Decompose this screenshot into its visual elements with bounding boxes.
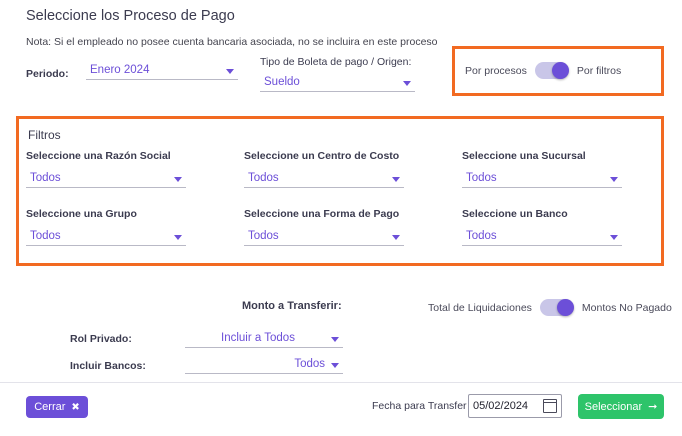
filter-forma-pago: [244, 208, 419, 246]
toggle-knob: [557, 299, 574, 316]
banco-value: Todos: [466, 230, 497, 242]
razon-social-value: Todos: [30, 172, 61, 184]
seleccionar-label: Seleccionar: [584, 400, 643, 413]
filter-razon-social: [26, 150, 201, 188]
filter-banco: [462, 208, 637, 246]
fecha-transfer-label: Fecha para Transfer: [372, 400, 467, 412]
footer-divider: [0, 382, 682, 383]
fecha-transfer-value: 05/02/2024: [473, 400, 529, 412]
filter-label: Seleccione una Grupo: [26, 208, 137, 220]
page-title: Seleccione los Proceso de Pago: [26, 8, 235, 24]
modo-toggle-group: [465, 62, 621, 79]
page-note: Nota: Si el empleado no posee cuenta bancaria asociada, no se incluira en este proceso: [26, 36, 438, 48]
chevron-down-icon: [392, 235, 400, 240]
periodo-select[interactable]: [86, 62, 238, 80]
incluir-bancos-select[interactable]: [185, 356, 343, 374]
filtros-title: Filtros: [28, 128, 61, 142]
por-procesos-label: Por procesos: [465, 64, 527, 77]
razon-social-select[interactable]: [26, 170, 186, 188]
centro-costo-value: Todos: [248, 172, 279, 184]
filter-grupo: [26, 208, 201, 246]
filter-centro-costo: [244, 150, 419, 188]
forma-pago-select[interactable]: [244, 228, 404, 246]
incluir-bancos-value: Todos: [294, 358, 325, 370]
sucursal-select[interactable]: [462, 170, 622, 188]
periodo-value: Enero 2024: [90, 64, 150, 76]
chevron-down-icon: [610, 235, 618, 240]
monto-toggle-switch[interactable]: [540, 299, 574, 316]
rol-privado-select[interactable]: [185, 330, 343, 348]
chevron-down-icon: [226, 69, 234, 74]
fecha-transfer-input[interactable]: [468, 394, 562, 418]
chevron-down-icon: [174, 235, 182, 240]
filter-label: Seleccione una Sucursal: [462, 150, 586, 162]
chevron-down-icon: [331, 363, 339, 368]
tipo-boleta-select[interactable]: [260, 74, 415, 92]
tipo-boleta-value: Sueldo: [264, 76, 300, 88]
tipo-boleta-label: Tipo de Boleta de pago / Origen:: [260, 56, 412, 68]
modo-toggle-switch[interactable]: [535, 62, 569, 79]
filter-label: Seleccione una Forma de Pago: [244, 208, 400, 220]
filter-label: Seleccione una Razón Social: [26, 150, 171, 162]
filter-label: Seleccione un Centro de Costo: [244, 150, 400, 162]
toggle-knob: [552, 62, 569, 79]
chevron-down-icon: [174, 177, 182, 182]
banco-select[interactable]: [462, 228, 622, 246]
forma-pago-value: Todos: [248, 230, 279, 242]
incluir-bancos-label: Incluir Bancos:: [70, 360, 146, 372]
seleccionar-button[interactable]: [578, 394, 664, 419]
filter-label: Seleccione un Banco: [462, 208, 568, 220]
total-liquidaciones-label: Total de Liquidaciones: [428, 301, 532, 314]
chevron-down-icon: [610, 177, 618, 182]
chevron-down-icon: [403, 81, 411, 86]
chevron-down-icon: [392, 177, 400, 182]
periodo-label: Periodo:: [26, 68, 69, 80]
filter-sucursal: [462, 150, 637, 188]
monto-toggle-group: [428, 299, 672, 316]
monto-a-transferir-title: Monto a Transferir:: [242, 300, 342, 312]
rol-privado-label: Rol Privado:: [70, 333, 132, 345]
cerrar-button[interactable]: [26, 396, 88, 418]
arrow-right-icon: ➞: [648, 401, 658, 413]
close-x-icon: ✖: [71, 401, 80, 413]
centro-costo-select[interactable]: [244, 170, 404, 188]
rol-privado-value: Incluir a Todos: [221, 332, 295, 344]
montos-no-pagado-label: Montos No Pagado: [581, 301, 672, 314]
sucursal-value: Todos: [466, 172, 497, 184]
calendar-icon[interactable]: [543, 399, 557, 413]
grupo-value: Todos: [30, 230, 61, 242]
chevron-down-icon: [331, 337, 339, 342]
cerrar-label: Cerrar: [34, 401, 66, 413]
grupo-select[interactable]: [26, 228, 186, 246]
por-filtros-label: Por filtros: [576, 64, 622, 77]
